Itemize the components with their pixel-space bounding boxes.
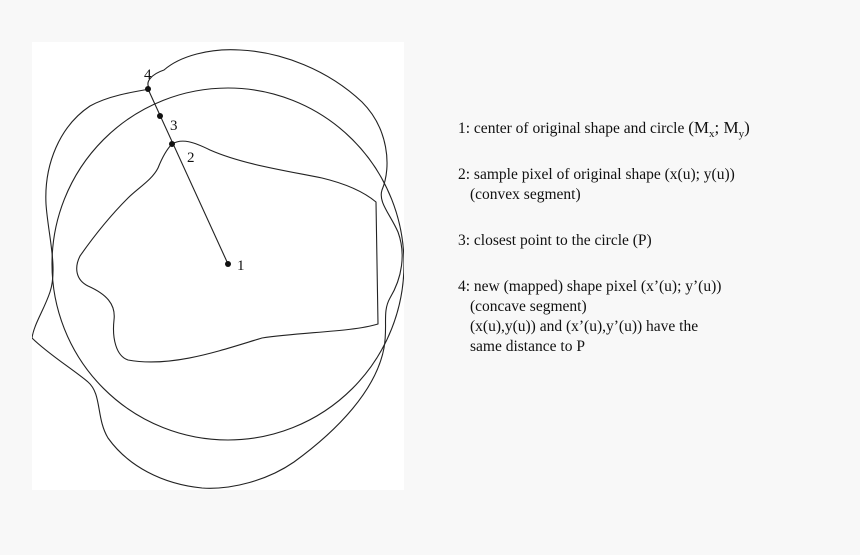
point-2-label: 2 <box>187 150 195 166</box>
mapped-shape-outline <box>32 50 402 489</box>
diagram-panel <box>32 42 404 490</box>
math-sub-y: y <box>738 128 745 140</box>
legend-item-2 <box>458 165 853 205</box>
original-shape-outline <box>77 141 378 362</box>
legend-item-2-line-2: (convex segment) <box>470 186 581 203</box>
point-1-label: 1 <box>237 258 245 274</box>
math-sub-x: x <box>709 128 715 140</box>
legend-item-4-line-3: (x(u),y(u)) and (x’(u),y’(u)) have the <box>470 318 699 335</box>
point-2-sample <box>169 141 175 147</box>
math-close: ) <box>744 118 750 137</box>
legend-item-3-line-1: 3: closest point to the circle (P) <box>458 232 652 249</box>
legend-item-4-line-1: 4: new (mapped) shape pixel (x’(u); y’(u)) <box>458 278 722 295</box>
point-4-mapped <box>145 86 151 92</box>
point-4-label: 4 <box>144 67 152 83</box>
legend-item-3 <box>458 231 853 251</box>
legend-item-4 <box>458 277 853 357</box>
legend-item-1-text: 1: center of original shape and circle <box>458 120 689 137</box>
legend <box>458 118 853 357</box>
point-1-center <box>225 261 231 267</box>
legend-item-1-line <box>458 118 853 139</box>
legend-item-1-math <box>688 118 750 140</box>
legend-item-4-line-2: (concave segment) <box>470 298 587 315</box>
legend-item-1 <box>458 118 853 139</box>
point-3-closest <box>157 113 163 119</box>
diagram-svg <box>32 42 404 490</box>
legend-item-2-line-1: 2: sample pixel of original shape (x(u); y(u)) <box>458 166 735 183</box>
point-3-label: 3 <box>170 118 178 134</box>
math-open: (M <box>688 118 710 137</box>
legend-item-4-line-4: same distance to P <box>470 338 585 355</box>
math-mid: ; M <box>714 118 739 137</box>
